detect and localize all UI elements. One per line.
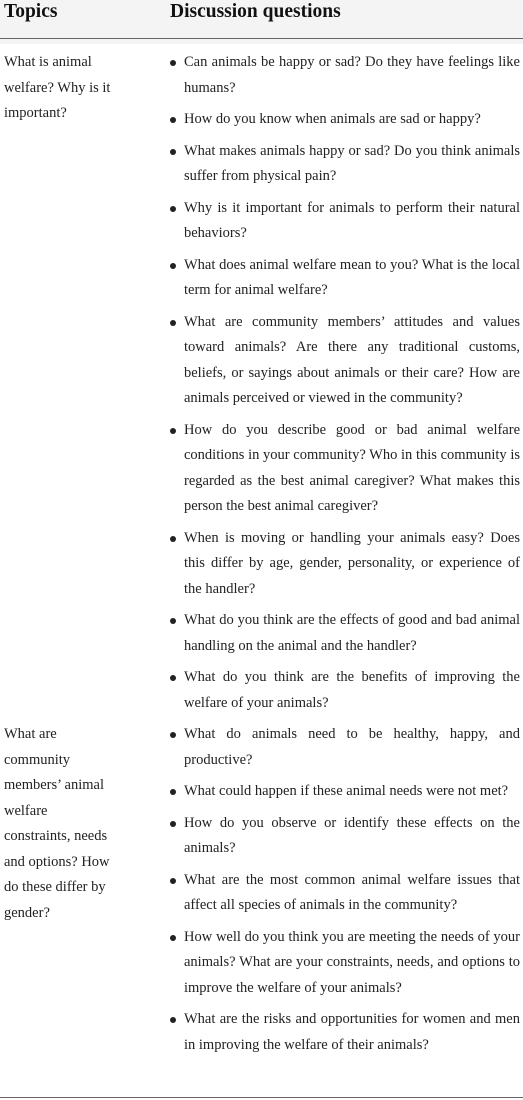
list-item	[170, 196, 520, 247]
bullet-icon	[170, 821, 176, 827]
question-text: How do you describe good or bad animal welfare conditions in your community? Who in this community is regarded as the best animal caregiver? What makes this person the best animal caregiver?	[184, 421, 520, 514]
list-item	[170, 925, 520, 1002]
question-text: What makes animals happy or sad? Do you think animals suffer from physical pain?	[184, 142, 520, 184]
bullet-icon	[170, 675, 176, 681]
question-text: How do you observe or identify these effects on the animals?	[184, 814, 520, 856]
question-text: What do animals need to be healthy, happy, and productive?	[184, 726, 520, 768]
question-text: Why is it important for animals to perform their natural behaviors?	[184, 199, 520, 241]
list-item	[170, 868, 520, 919]
bullet-icon	[170, 320, 176, 326]
bullet-icon	[170, 60, 176, 66]
list-item	[170, 50, 520, 101]
question-text: What are community members’ attitudes and values toward animals? Are there any traditional customs, beliefs, or sayings about animals or their care? How are animals perceived or viewed in the community?	[184, 313, 520, 406]
question-text: When is moving or handling your animals easy? Does this differ by age, gender, personality, or experience of the handler?	[184, 529, 520, 597]
bottom-rule	[0, 1097, 523, 1098]
question-text: What does animal welfare mean to you? What is the local term for animal welfare?	[184, 256, 520, 298]
questions-column-header: Discussion questions	[170, 1, 341, 22]
bullet-icon	[170, 878, 176, 884]
list-item	[170, 665, 520, 716]
topics-column-header: Topics	[4, 1, 58, 22]
list-item	[170, 253, 520, 304]
list-item	[170, 310, 520, 412]
bullet-icon	[170, 1017, 176, 1023]
bullet-icon	[170, 935, 176, 941]
list-item	[170, 722, 520, 773]
bullet-icon	[170, 536, 176, 542]
question-text: Can animals be happy or sad? Do they have feelings like humans?	[184, 54, 520, 96]
topic-cell: What is animal welfare? Why is it important?	[4, 54, 111, 121]
header-rule	[0, 38, 523, 39]
bullet-icon	[170, 789, 176, 795]
question-text: How well do you think you are meeting the needs of your animals? What are your constraints, needs, and options to improve the welfare of your animals?	[184, 928, 520, 996]
list-item	[170, 107, 520, 133]
list-item	[170, 811, 520, 862]
question-text: What are the risks and opportunities for women and men in improving the welfare of their animals?	[184, 1011, 520, 1053]
question-list	[170, 50, 520, 722]
question-text: What are the most common animal welfare issues that affect all species of animals in the community?	[184, 871, 520, 913]
bullet-icon	[170, 263, 176, 269]
question-text: What could happen if these animal needs were not met?	[184, 783, 509, 799]
bullet-icon	[170, 618, 176, 624]
question-text: How do you know when animals are sad or happy?	[184, 111, 481, 127]
question-list	[170, 722, 520, 1064]
list-item	[170, 526, 520, 603]
bullet-icon	[170, 732, 176, 738]
bullet-icon	[170, 428, 176, 434]
bullet-icon	[170, 149, 176, 155]
question-text: What do you think are the benefits of improving the welfare of your animals?	[184, 669, 520, 711]
list-item	[170, 779, 520, 805]
bullet-icon	[170, 117, 176, 123]
question-text: What do you think are the effects of good and bad animal handling on the animal and the handler?	[184, 612, 520, 654]
list-item	[170, 1007, 520, 1058]
topic-cell: What are community members’ animal welfare constraints, needs and options? How do these differ by gender?	[4, 726, 110, 921]
list-item	[170, 139, 520, 190]
list-item	[170, 608, 520, 659]
list-item	[170, 418, 520, 520]
bullet-icon	[170, 206, 176, 212]
